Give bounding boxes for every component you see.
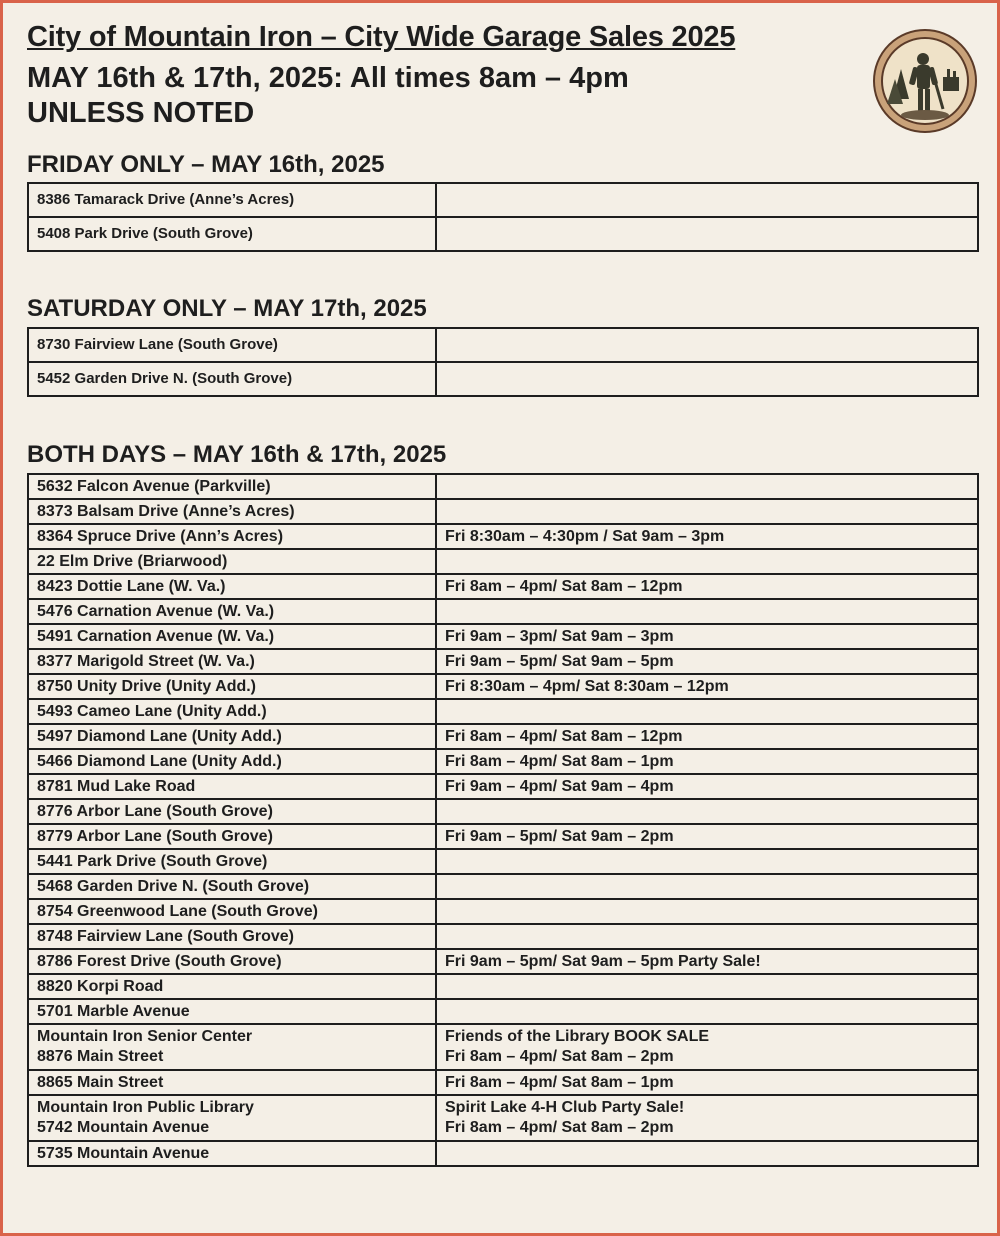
address-cell [28,328,436,362]
notes-cell [436,1095,978,1141]
notes-text: Fri 9am – 3pm/ Sat 9am – 3pm [445,627,674,645]
address-text: 8750 Unity Drive (Unity Add.) [37,677,257,695]
table-row [28,749,978,774]
address-text: 22 Elm Drive (Briarwood) [37,552,228,570]
address-cell [28,1070,436,1095]
address-text: Mountain Iron Senior Center [37,1028,253,1045]
notes-cell [436,899,978,924]
address-cell [28,874,436,899]
address-text: 5466 Diamond Lane (Unity Add.) [37,752,282,770]
address-cell [28,474,436,499]
table-row [28,899,978,924]
address-text: 8776 Arbor Lane (South Grove) [37,802,273,820]
notes-cell [436,949,978,974]
address-cell [28,1095,436,1141]
notes-text: Spirit Lake 4-H Club Party Sale! [445,1099,685,1116]
notes-cell [436,999,978,1024]
notes-cell [436,624,978,649]
address-cell [28,724,436,749]
address-cell [28,183,436,217]
table-row [28,474,978,499]
address-text: 5468 Garden Drive N. (South Grove) [37,877,310,895]
table-row [28,674,978,699]
address-text: 5701 Marble Avenue [37,1002,190,1020]
notes-text: Fri 9am – 5pm/ Sat 9am – 5pm [445,652,674,670]
notes-text-line2: Fri 8am – 4pm/ Sat 8am – 2pm [445,1119,674,1136]
notes-cell [436,649,978,674]
both-days-table [27,473,979,1167]
notes-text: Fri 8:30am – 4pm/ Sat 8:30am – 12pm [445,677,729,695]
address-cell [28,699,436,724]
saturday-heading: SATURDAY ONLY – MAY 17th, 2025 [27,295,427,322]
notes-cell [436,774,978,799]
notes-cell [436,674,978,699]
address-cell [28,599,436,624]
address-text: Mountain Iron Public Library [37,1099,254,1116]
table-row [28,524,978,549]
address-text-line2: 8876 Main Street [37,1048,164,1065]
notes-cell [436,924,978,949]
address-text: 8364 Spruce Drive (Ann’s Acres) [37,527,284,545]
address-cell [28,217,436,251]
notes-text-line2: Fri 8am – 4pm/ Sat 8am – 2pm [445,1048,674,1065]
address-text: 8786 Forest Drive (South Grove) [37,952,282,970]
notes-cell [436,749,978,774]
notes-cell [436,974,978,999]
notes-cell [436,1141,978,1166]
table-row [28,1095,978,1141]
notes-text: Friends of the Library BOOK SALE [445,1028,710,1045]
notes-cell [436,1024,978,1070]
table-row [28,724,978,749]
notes-cell [436,874,978,899]
notes-cell [436,799,978,824]
notes-cell [436,549,978,574]
notes-cell [436,724,978,749]
address-cell [28,524,436,549]
address-text: 5491 Carnation Avenue (W. Va.) [37,627,275,645]
notes-text: Fri 9am – 5pm/ Sat 9am – 2pm [445,827,674,845]
table-row [28,624,978,649]
notes-cell [436,328,978,362]
address-cell [28,749,436,774]
table-row [28,217,978,251]
address-text: 5441 Park Drive (South Grove) [37,852,268,870]
address-text: 5632 Falcon Avenue (Parkville) [37,477,271,495]
table-row [28,1024,978,1070]
address-cell [28,1024,436,1070]
address-text-line2: 5742 Mountain Avenue [37,1119,210,1136]
table-row [28,874,978,899]
saturday-table [27,327,979,397]
address-text: 8386 Tamarack Drive (Anne’s Acres) [37,191,295,208]
notes-cell [436,574,978,599]
table-row [28,183,978,217]
notes-text: Fri 8am – 4pm/ Sat 8am – 12pm [445,727,683,745]
address-cell [28,999,436,1024]
notes-cell [436,499,978,524]
table-row [28,1070,978,1095]
table-row [28,974,978,999]
address-cell [28,549,436,574]
notes-cell [436,183,978,217]
page-title: City of Mountain Iron – City Wide Garage Sales 2025 [27,21,736,53]
table-row [28,499,978,524]
table-row [28,949,978,974]
table-row [28,649,978,674]
page-subtitle [27,61,629,131]
address-cell [28,624,436,649]
address-cell [28,574,436,599]
table-row [28,799,978,824]
table-row [28,1141,978,1166]
both-days-heading: BOTH DAYS – MAY 16th & 17th, 2025 [27,441,447,468]
notes-text: Fri 8:30am – 4:30pm / Sat 9am – 3pm [445,527,725,545]
address-text: 5493 Cameo Lane (Unity Add.) [37,702,267,720]
table-row [28,699,978,724]
notes-cell [436,524,978,549]
city-seal-miner-icon [873,29,977,133]
friday-table [27,182,979,252]
address-text: 8377 Marigold Street (W. Va.) [37,652,255,670]
address-text: 8820 Korpi Road [37,977,164,995]
address-cell [28,362,436,396]
notes-text: Fri 8am – 4pm/ Sat 8am – 12pm [445,577,683,595]
notes-text: Fri 9am – 4pm/ Sat 9am – 4pm [445,777,674,795]
table-row [28,599,978,624]
notes-cell [436,849,978,874]
table-row [28,574,978,599]
address-text: 5497 Diamond Lane (Unity Add.) [37,727,282,745]
table-row [28,362,978,396]
address-text: 8423 Dottie Lane (W. Va.) [37,577,226,595]
address-cell [28,674,436,699]
subtitle-unless-noted: UNLESS NOTED [27,97,255,129]
address-text: 5476 Carnation Avenue (W. Va.) [37,602,275,620]
table-row [28,824,978,849]
table-row [28,999,978,1024]
notes-cell [436,474,978,499]
table-row [28,549,978,574]
notes-text: Fri 8am – 4pm/ Sat 8am – 1pm [445,752,674,770]
table-row [28,924,978,949]
address-text: 8754 Greenwood Lane (South Grove) [37,902,318,920]
notes-cell [436,699,978,724]
friday-heading: FRIDAY ONLY – MAY 16th, 2025 [27,151,385,178]
notes-text: Fri 9am – 5pm/ Sat 9am – 5pm Party Sale! [445,952,761,970]
address-cell [28,899,436,924]
address-text: 8373 Balsam Drive (Anne’s Acres) [37,502,295,520]
address-text: 8781 Mud Lake Road [37,777,196,795]
table-row [28,774,978,799]
notes-cell [436,1070,978,1095]
address-cell [28,824,436,849]
notes-cell [436,217,978,251]
address-text: 8730 Fairview Lane (South Grove) [37,336,278,353]
address-cell [28,799,436,824]
address-text: 8748 Fairview Lane (South Grove) [37,927,294,945]
address-text: 8779 Arbor Lane (South Grove) [37,827,273,845]
table-row [28,328,978,362]
notes-cell [436,362,978,396]
address-cell [28,924,436,949]
subtitle-dates: MAY 16th & 17th, 2025: All times 8am – 4pm [27,62,629,94]
notes-cell [436,599,978,624]
address-text: 5408 Park Drive (South Grove) [37,225,253,242]
address-cell [28,499,436,524]
address-cell [28,849,436,874]
notes-cell [436,824,978,849]
address-cell [28,949,436,974]
address-text: 5452 Garden Drive N. (South Grove) [37,370,293,387]
address-text: 5735 Mountain Avenue [37,1144,210,1162]
address-cell [28,774,436,799]
address-cell [28,974,436,999]
address-cell [28,1141,436,1166]
table-row [28,849,978,874]
address-text: 8865 Main Street [37,1073,164,1091]
address-cell [28,649,436,674]
notes-text: Fri 8am – 4pm/ Sat 8am – 1pm [445,1073,674,1091]
